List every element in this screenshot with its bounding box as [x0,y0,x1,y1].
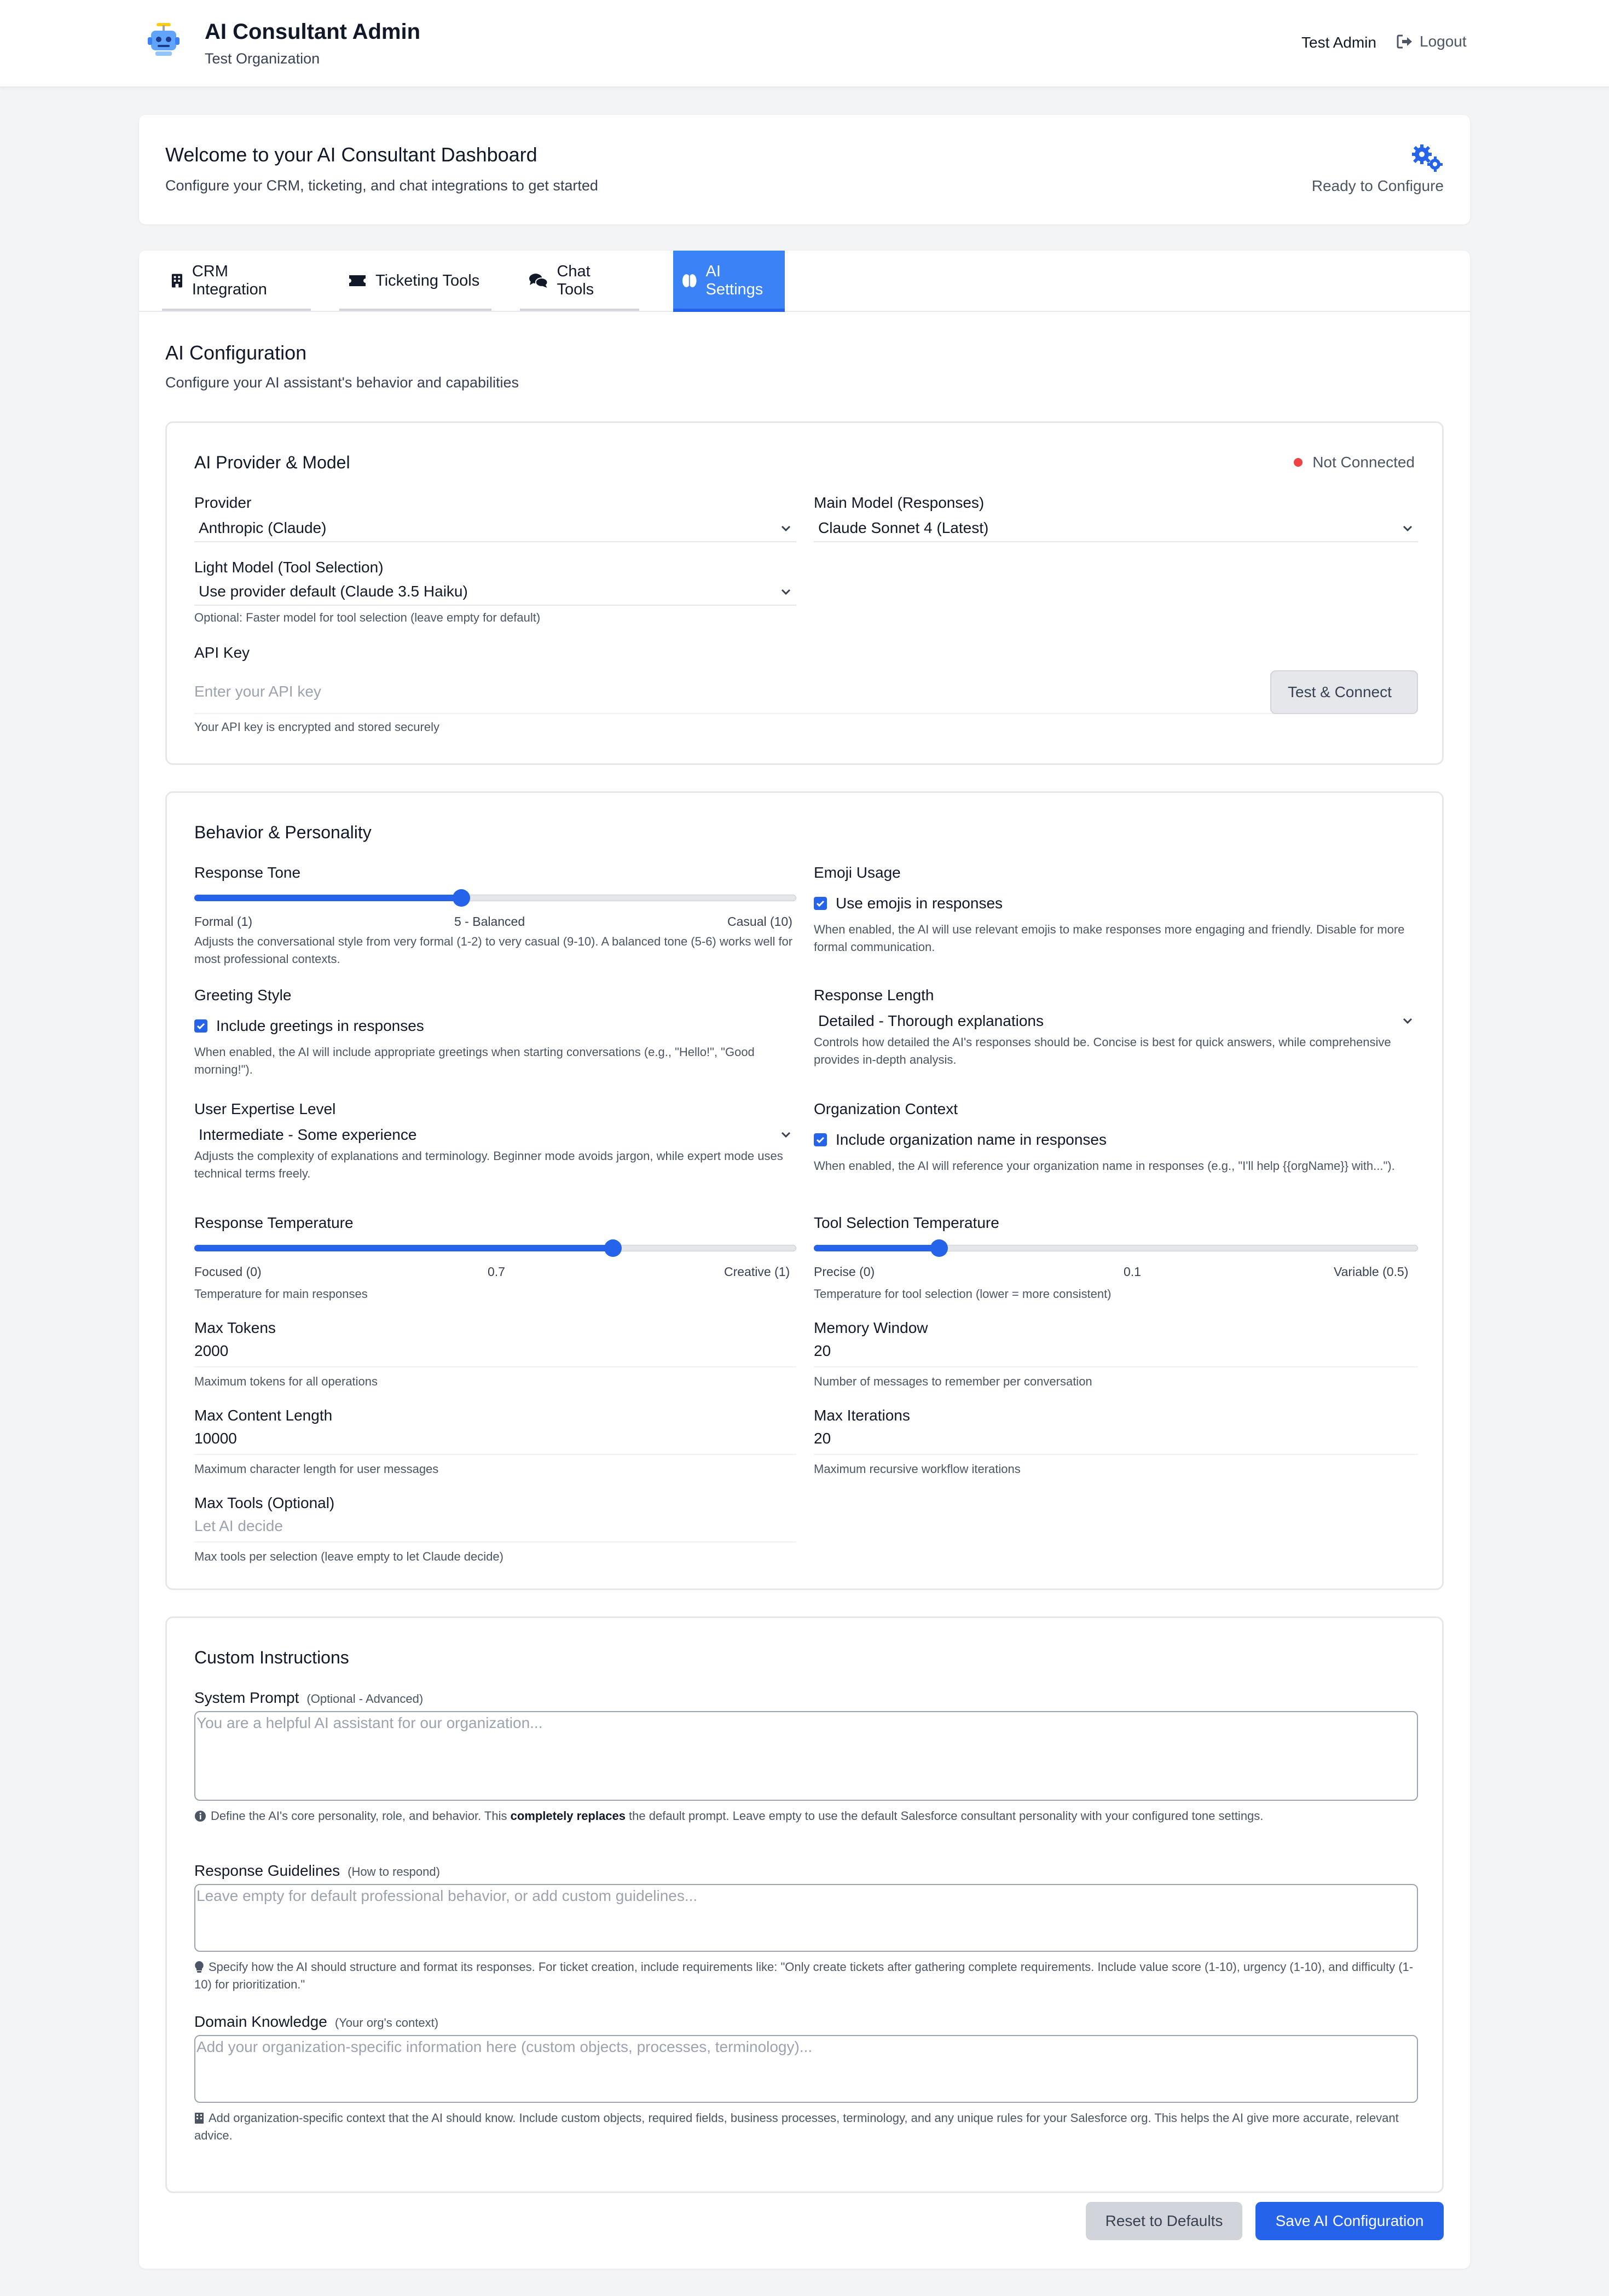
provider-section [165,421,1444,765]
provider-select-value: Anthropic (Claude) [199,519,327,536]
logout-button[interactable] [1397,33,1467,50]
system-prompt-placeholder: You are a helpful AI assistant for our organization... [196,1714,543,1731]
logout-label: Logout [1420,33,1467,50]
app-title: AI Consultant Admin [205,20,421,44]
tab-ticketing-tools[interactable] [339,251,491,311]
test-connect-label: Test & Connect [1288,683,1392,700]
tone-value-label: 5 - Balanced [454,914,525,929]
tone-min-label: Formal (1) [194,914,253,929]
max-tools-help: Max tools per selection (leave empty to let Claude decide) [194,1550,503,1563]
response-guidelines-placeholder: Leave empty for default professional behavior, or add custom guidelines... [196,1887,698,1904]
tab-crm-integration[interactable] [162,251,311,311]
reset-defaults-button[interactable] [1086,2202,1242,2240]
chevron-down-icon [779,585,793,599]
provider-section-title: AI Provider & Model [194,453,350,472]
building-icon [194,2112,204,2124]
user-name: Test Admin [1301,34,1376,51]
guidelines-help-text: Specify how the AI should structure and format its responses. For ticket creation, include requirements like: "Only create tickets after gathering complete requirements. Include value score (1-10), urgency (1-10), and difficulty (1-10) for prioritization." [194,1960,1414,1991]
custom-instructions-title: Custom Instructions [194,1648,349,1667]
main-model-select-value: Claude Sonnet 4 (Latest) [818,519,989,536]
domain-help-text: Add organization-specific context that the AI should know. Include custom objects, required fields, business processes, terminology, and any unique rules for your Salesforce org. This helps the AI give more accurate, relevant advice. [194,2111,1399,2142]
api-key-label: API Key [194,644,250,661]
memory-window-value: 20 [814,1342,831,1359]
provider-select[interactable] [194,515,796,542]
memory-window-input[interactable] [814,1336,1418,1367]
max-tools-placeholder: Let AI decide [194,1517,283,1534]
lightbulb-icon [194,1961,204,1974]
tab-label: AI Settings [705,263,763,298]
chat-icon [529,272,548,289]
light-model-help: Optional: Faster model for tool selection (leave empty for default) [194,611,541,624]
gears-icon [1410,143,1445,174]
api-key-input[interactable] [194,670,1298,714]
top-header [0,0,1609,88]
custom-instructions-section [165,1616,1444,2193]
chevron-down-icon [1400,1014,1415,1028]
emoji-help: When enabled, the AI will use relevant emojis to make responses more engaging and friendly. Disable for more formal communication. [814,923,1405,954]
user-expertise-label: User Expertise Level [194,1100,336,1117]
tool-temperature-slider[interactable] [814,1237,1418,1259]
max-content-length-label: Max Content Length [194,1407,333,1424]
max-iterations-input[interactable] [814,1423,1418,1455]
domain-knowledge-label-text: Domain Knowledge [194,2013,327,2030]
configuration-status: Ready to Configure [1311,177,1444,194]
system-help-bold: completely replaces [510,1809,626,1823]
light-model-select-value: Use provider default (Claude 3.5 Haiku) [199,583,468,600]
reset-button-label: Reset to Defaults [1105,2212,1223,2229]
check-icon [815,898,825,908]
chevron-down-icon [779,521,793,536]
behavior-section-title: Behavior & Personality [194,822,372,842]
max-content-length-input[interactable] [194,1423,796,1455]
tab-chat-tools[interactable] [520,251,639,311]
tone-max-label: Casual (10) [727,914,792,929]
max-tokens-input[interactable] [194,1336,796,1367]
organization-checkbox[interactable] [814,1133,827,1146]
tool-temp-max-label: Variable (0.5) [1334,1265,1409,1279]
response-length-value: Detailed - Thorough explanations [818,1012,1044,1029]
building-icon [171,273,183,288]
greeting-style-label: Greeting Style [194,987,292,1004]
slider-thumb[interactable] [604,1239,622,1257]
user-expertise-value: Intermediate - Some experience [199,1126,417,1143]
temp-max-label: Creative (1) [724,1265,790,1279]
max-tokens-label: Max Tokens [194,1319,276,1336]
tool-temp-value-label: 0.1 [1124,1265,1141,1279]
domain-knowledge-note: (Your org's context) [334,2016,439,2030]
emoji-checkbox-row[interactable] [814,895,1003,912]
max-iterations-help: Maximum recursive workflow iterations [814,1462,1021,1476]
info-icon [194,1810,206,1822]
light-model-select[interactable] [194,578,796,606]
response-guidelines-label-text: Response Guidelines [194,1862,340,1879]
api-key-help: Your API key is encrypted and stored securely [194,720,439,734]
domain-knowledge-placeholder: Add your organization-specific information here (custom objects, processes, terminology)... [196,2038,813,2055]
response-guidelines-label [194,1862,440,1880]
user-expertise-select[interactable] [194,1121,796,1149]
response-guidelines-textarea[interactable] [194,1884,1418,1952]
main-model-select[interactable] [814,515,1418,542]
tab-label: Ticketing Tools [375,271,480,289]
welcome-title: Welcome to your AI Consultant Dashboard [165,143,537,166]
welcome-card [139,115,1470,224]
status-dot [1294,458,1303,467]
tab-ai-settings[interactable] [673,251,785,311]
response-guidelines-note: (How to respond) [348,1865,440,1878]
settings-card [139,251,1470,2269]
tab-label: CRM Integration [192,263,267,298]
emoji-usage-label: Emoji Usage [814,864,901,881]
emoji-checkbox[interactable] [814,897,827,910]
response-temperature-slider[interactable] [194,1237,796,1259]
provider-label: Provider [194,494,252,511]
section-heading: AI Configuration [165,341,307,364]
behavior-section [165,791,1444,1590]
system-prompt-textarea[interactable] [194,1711,1418,1801]
greeting-checkbox[interactable] [194,1019,207,1033]
temp-min-label: Focused (0) [194,1265,262,1279]
memory-window-help: Number of messages to remember per conversation [814,1375,1092,1388]
domain-knowledge-help [194,2109,1418,2144]
chevron-down-icon [779,1128,793,1142]
main-model-label: Main Model (Responses) [814,494,985,511]
check-icon [196,1021,206,1031]
system-prompt-note: (Optional - Advanced) [306,1692,424,1706]
chevron-down-icon [1400,521,1415,536]
max-tokens-help: Maximum tokens for all operations [194,1375,378,1388]
response-temperature-help: Temperature for main responses [194,1287,368,1301]
logout-icon [1397,34,1413,49]
greeting-help: When enabled, the AI will include appropriate greetings when starting conversations (e.g., "Hello!", "Good morning!"). [194,1045,755,1076]
save-button-label: Save AI Configuration [1275,2212,1424,2229]
brain-icon [682,272,697,289]
response-tone-help: Adjusts the conversational style from very formal (1-2) to very casual (9-10). A balanced tone (5-6) works well for most professional contexts. [194,935,793,966]
greeting-checkbox-label: Include greetings in responses [216,1017,424,1034]
response-length-label: Response Length [814,987,934,1004]
section-description: Configure your AI assistant's behavior and capabilities [165,374,519,391]
system-help-text-1: Define the AI's core personality, role, and behavior. This [211,1809,511,1823]
max-content-length-value: 10000 [194,1430,237,1447]
tool-temperature-label: Tool Selection Temperature [814,1214,999,1231]
tab-label: Chat Tools [557,263,594,298]
user-expertise-help: Adjusts the complexity of explanations and terminology. Beginner mode avoids jargon, while expert mode uses technical terms freely. [194,1149,783,1180]
system-help-text-2: the default prompt. Leave empty to use the default Salesforce consultant personality with your configured tone settings. [625,1809,1264,1823]
slider-thumb[interactable] [453,889,470,907]
robot-icon [148,23,180,57]
organization-name: Test Organization [205,50,320,67]
system-prompt-label [194,1689,423,1707]
connection-status [1294,454,1415,471]
check-icon [815,1135,825,1145]
max-tokens-value: 2000 [194,1342,229,1359]
light-model-label: Light Model (Tool Selection) [194,559,384,576]
response-temperature-label: Response Temperature [194,1214,354,1231]
ticket-icon [348,274,367,287]
temp-value-label: 0.7 [488,1265,505,1279]
greeting-checkbox-row[interactable] [194,1017,424,1035]
tool-temp-min-label: Precise (0) [814,1265,875,1279]
response-guidelines-help [194,1958,1418,1993]
save-configuration-button[interactable] [1255,2202,1444,2240]
test-connect-button[interactable] [1270,670,1418,714]
domain-knowledge-textarea[interactable] [194,2035,1418,2103]
organization-context-help: When enabled, the AI will reference your organization name in responses (e.g., "I'll help {{orgName}} with..."). [814,1159,1395,1173]
api-key-placeholder: Enter your API key [194,683,321,700]
emoji-checkbox-label: Use emojis in responses [836,895,1003,912]
memory-window-label: Memory Window [814,1319,928,1336]
welcome-subtitle: Configure your CRM, ticketing, and chat integrations to get started [165,177,598,194]
max-content-length-help: Maximum character length for user messages [194,1462,439,1476]
system-prompt-label-text: System Prompt [194,1689,299,1706]
connection-status-label: Not Connected [1312,454,1415,471]
organization-checkbox-row[interactable] [814,1131,1107,1149]
response-length-select[interactable] [814,1007,1418,1035]
tool-temperature-help: Temperature for tool selection (lower = more consistent) [814,1287,1112,1301]
domain-knowledge-label [194,2013,438,2031]
max-iterations-value: 20 [814,1430,831,1447]
organization-checkbox-label: Include organization name in responses [836,1131,1107,1148]
response-tone-slider[interactable] [194,887,796,909]
organization-context-label: Organization Context [814,1100,958,1117]
response-tone-label: Response Tone [194,864,301,881]
system-prompt-help [194,1807,1418,1825]
max-tools-input[interactable] [194,1511,796,1543]
max-tools-label: Max Tools (Optional) [194,1494,335,1511]
tab-bar [139,251,1470,312]
response-length-help: Controls how detailed the AI's responses should be. Concise is best for quick answers, while comprehensive provides in-depth analysis. [814,1035,1391,1066]
slider-thumb[interactable] [930,1239,948,1257]
max-iterations-label: Max Iterations [814,1407,910,1424]
